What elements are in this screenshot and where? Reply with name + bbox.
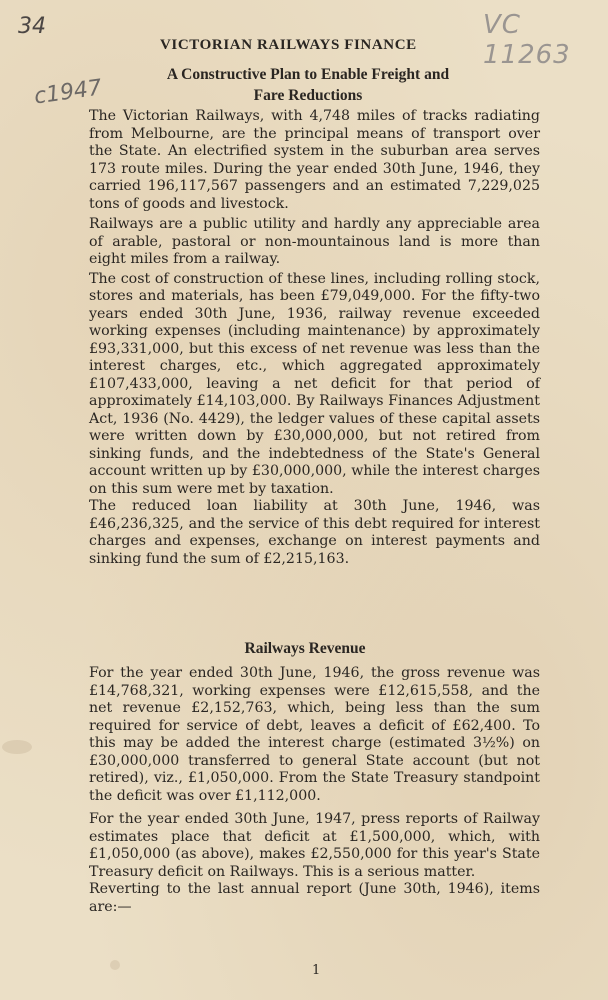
stain (110, 960, 120, 970)
subtitle-line: Fare Reductions (253, 87, 363, 104)
document-title: VICTORIAN RAILWAYS FINANCE (160, 37, 417, 53)
document-subtitle (108, 64, 508, 106)
paragraph: Reverting to the last annual report (June 30th, 1946), items are:— (89, 881, 540, 915)
paragraph: The Victorian Railways, with 4,748 miles of tracks radiating from Melbourne, are the principal means of transport over the State. An electrified system in the suburban area serves 173 route miles. During the year ended 30th June, 1946, they carried 196,117,567 passengers and an estimated 7,229,025 tons of goods and livestock. (89, 108, 540, 212)
stain (2, 740, 32, 754)
handwritten-date-note: c1947 (32, 75, 104, 110)
paragraph: The cost of construction of these lines, including rolling stock, stores and materials, has been £79,049,000. For the fifty-two years ended 30th June, 1936, railway revenue exceeded working expenses (including maintenance) by approximately £93,331,000, but this excess of net revenue was less than the interest charges, etc., which aggregated approximately £107,433,000, leaving a net deficit for that period of approximately £14,103,000. By Railways Finances Adjustment Act, 1936 (No. 4429), the ledger values of these capital assets were written down by £30,000,000, but not retired from sinking funds, and the indebtedness of the State's General account written up by £30,000,000, while the interest charges on this sum were met by taxation. (89, 270, 540, 497)
reference-stamp: VC 11263 (483, 10, 571, 70)
paragraph: The reduced loan liability at 30th June, 1946, was £46,236,325, and the service of this debt required for interest charges and expenses, exchange on interest payments and sinking fund the sum of £2,215,163. (89, 498, 540, 567)
paragraph: Railways are a public utility and hardly any appreciable area of arable, pastoral or non-mountainous land is more than eight miles from a railway. (89, 216, 540, 267)
page-number: 1 (312, 963, 321, 978)
section-intro (89, 108, 540, 568)
paragraph: For the year ended 30th June, 1947, press reports of Railway estimates place that deficit at £1,500,000, which, with £1,050,000 (as above), makes £2,550,000 for this year's State Treasury deficit on Railways. This is a serious matter. (89, 811, 540, 880)
subtitle-line: A Constructive Plan to Enable Freight and (166, 66, 450, 83)
paragraph: For the year ended 30th June, 1946, the gross revenue was £14,768,321, working expenses were £12,615,558, and the net revenue £2,152,763, which, being less than the sum required for service of debt, leaves a deficit of £62,400. To this may be added the interest charge (estimated 3½%) on £30,000,000 transferred to general State account (but not retired), viz., £1,050,000. From the State Treasury standpoint the deficit was over £1,112,000. (89, 665, 540, 804)
section-revenue (89, 665, 540, 916)
section-heading-revenue: Railways Revenue (244, 640, 366, 657)
handwritten-page-number: 34 (18, 14, 46, 39)
